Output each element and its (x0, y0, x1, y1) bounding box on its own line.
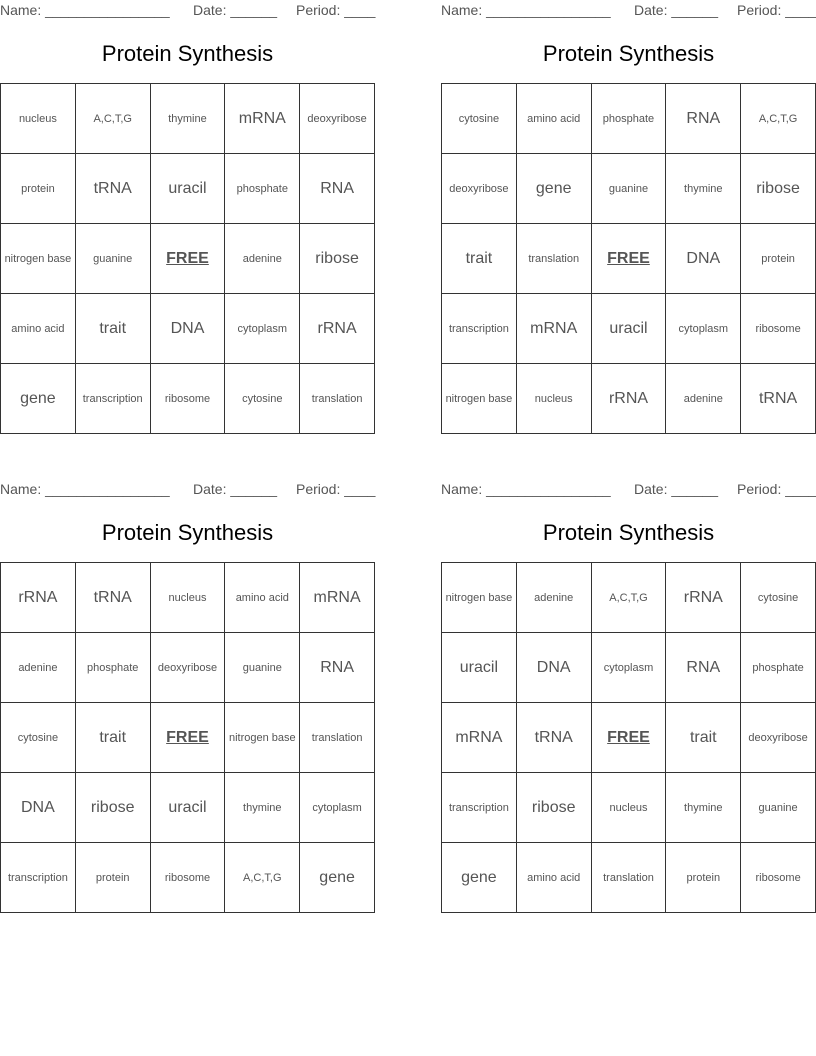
bingo-cell: tRNA (75, 563, 150, 633)
bingo-row (442, 633, 816, 703)
bingo-cell: cytoplasm (666, 294, 741, 364)
bingo-row (442, 154, 816, 224)
date-field: Date: ______ (634, 481, 719, 497)
bingo-row (442, 843, 816, 913)
bingo-cell: mRNA (442, 703, 517, 773)
period-field: Period: ____ (737, 481, 816, 497)
bingo-cell: trait (75, 294, 150, 364)
bingo-cell: mRNA (516, 294, 591, 364)
bingo-cell: A,C,T,G (225, 843, 300, 913)
bingo-cell: RNA (300, 154, 375, 224)
bingo-cell: gene (442, 843, 517, 913)
bingo-cell: adenine (666, 364, 741, 434)
card-title: Protein Synthesis (101, 41, 274, 66)
bingo-cell: tRNA (75, 154, 150, 224)
bingo-cell: cytosine (442, 84, 517, 154)
bingo-cell: deoxyribose (442, 154, 517, 224)
bingo-cell: nucleus (516, 364, 591, 434)
bingo-cell: cytoplasm (591, 633, 666, 703)
bingo-cell: trait (666, 703, 741, 773)
bingo-cell: translation (516, 224, 591, 294)
bingo-cell: ribosome (150, 364, 225, 434)
bingo-cell: A,C,T,G (75, 84, 150, 154)
bingo-cell: cytoplasm (225, 294, 300, 364)
bingo-cell: protein (666, 843, 741, 913)
bingo-row (1, 154, 375, 224)
period-field: Period: ____ (737, 2, 816, 18)
card-header (0, 481, 375, 499)
bingo-cell: thymine (666, 154, 741, 224)
bingo-cell: gene (1, 364, 76, 434)
bingo-cell: translation (300, 364, 375, 434)
bingo-cell: uracil (591, 294, 666, 364)
bingo-row (1, 773, 375, 843)
bingo-cell: nitrogen base (442, 364, 517, 434)
bingo-cell: RNA (666, 84, 741, 154)
bingo-cell: uracil (150, 154, 225, 224)
bingo-cell: cytosine (741, 563, 816, 633)
bingo-cell: deoxyribose (300, 84, 375, 154)
card-header (441, 481, 816, 499)
bingo-row (442, 84, 816, 154)
bingo-cell: ribose (75, 773, 150, 843)
bingo-cell: mRNA (225, 84, 300, 154)
bingo-cell: deoxyribose (741, 703, 816, 773)
bingo-cell: phosphate (591, 84, 666, 154)
bingo-cell: RNA (666, 633, 741, 703)
bingo-row (442, 703, 816, 773)
bingo-cell: guanine (591, 154, 666, 224)
free-space: FREE (150, 703, 225, 773)
bingo-grid (0, 83, 375, 434)
bingo-cell: rRNA (300, 294, 375, 364)
bingo-cell: adenine (225, 224, 300, 294)
bingo-row (1, 843, 375, 913)
bingo-cell: ribose (516, 773, 591, 843)
bingo-cell: guanine (75, 224, 150, 294)
bingo-cell: transcription (442, 294, 517, 364)
bingo-cell: phosphate (75, 633, 150, 703)
bingo-cell: DNA (150, 294, 225, 364)
bingo-cell: thymine (150, 84, 225, 154)
free-space: FREE (591, 703, 666, 773)
name-field: Name: ________________ (0, 481, 170, 497)
bingo-cell: rRNA (591, 364, 666, 434)
bingo-cell: RNA (300, 633, 375, 703)
bingo-cell: transcription (1, 843, 76, 913)
bingo-cell: amino acid (1, 294, 76, 364)
name-field: Name: ________________ (441, 481, 611, 497)
date-field: Date: ______ (634, 2, 719, 18)
bingo-cell: DNA (1, 773, 76, 843)
bingo-cell: tRNA (741, 364, 816, 434)
bingo-cell: nucleus (150, 563, 225, 633)
period-field: Period: ____ (296, 481, 376, 497)
card-header (0, 2, 375, 20)
bingo-row (1, 703, 375, 773)
bingo-cell: phosphate (225, 154, 300, 224)
bingo-cell: nucleus (591, 773, 666, 843)
bingo-cell: ribosome (741, 843, 816, 913)
bingo-row (1, 364, 375, 434)
bingo-row (442, 773, 816, 843)
bingo-cell: rRNA (666, 563, 741, 633)
name-field: Name: ________________ (441, 2, 611, 18)
bingo-cell: guanine (225, 633, 300, 703)
card-title: Protein Synthesis (542, 41, 715, 66)
date-field: Date: ______ (193, 481, 278, 497)
bingo-cell: adenine (1, 633, 76, 703)
bingo-cell: nitrogen base (1, 224, 76, 294)
bingo-cell: amino acid (225, 563, 300, 633)
bingo-cell: thymine (666, 773, 741, 843)
bingo-cell: protein (741, 224, 816, 294)
bingo-cell: ribosome (741, 294, 816, 364)
bingo-cell: gene (300, 843, 375, 913)
bingo-cell: guanine (741, 773, 816, 843)
bingo-row (442, 294, 816, 364)
free-space: FREE (591, 224, 666, 294)
bingo-cell: nitrogen base (442, 563, 517, 633)
name-field: Name: ________________ (0, 2, 170, 18)
card-header (441, 2, 816, 20)
bingo-cell: uracil (442, 633, 517, 703)
bingo-row (1, 224, 375, 294)
bingo-cell: ribosome (150, 843, 225, 913)
free-space: FREE (150, 224, 225, 294)
bingo-row (1, 84, 375, 154)
bingo-row (1, 633, 375, 703)
bingo-cell: ribose (741, 154, 816, 224)
bingo-row (1, 294, 375, 364)
bingo-cell: tRNA (516, 703, 591, 773)
bingo-grid (441, 562, 816, 913)
bingo-row (442, 224, 816, 294)
bingo-cell: A,C,T,G (591, 563, 666, 633)
bingo-cell: thymine (225, 773, 300, 843)
bingo-cell: trait (442, 224, 517, 294)
bingo-cell: cytoplasm (300, 773, 375, 843)
bingo-cell: ribose (300, 224, 375, 294)
bingo-cell: nitrogen base (225, 703, 300, 773)
bingo-cell: transcription (75, 364, 150, 434)
bingo-row (442, 364, 816, 434)
bingo-cell: DNA (516, 633, 591, 703)
bingo-cell: adenine (516, 563, 591, 633)
bingo-cell: mRNA (300, 563, 375, 633)
bingo-grid (0, 562, 375, 913)
card-title: Protein Synthesis (101, 520, 274, 545)
bingo-row (1, 563, 375, 633)
date-field: Date: ______ (193, 2, 278, 18)
bingo-cell: cytosine (1, 703, 76, 773)
bingo-cell: transcription (442, 773, 517, 843)
bingo-cell: deoxyribose (150, 633, 225, 703)
bingo-cell: nucleus (1, 84, 76, 154)
bingo-cell: amino acid (516, 84, 591, 154)
bingo-cell: phosphate (741, 633, 816, 703)
bingo-cell: rRNA (1, 563, 76, 633)
bingo-cell: uracil (150, 773, 225, 843)
bingo-cell: amino acid (516, 843, 591, 913)
bingo-grid (441, 83, 816, 434)
bingo-cell: A,C,T,G (741, 84, 816, 154)
bingo-cell: gene (516, 154, 591, 224)
bingo-cell: DNA (666, 224, 741, 294)
bingo-cell: protein (75, 843, 150, 913)
bingo-cell: cytosine (225, 364, 300, 434)
bingo-cell: protein (1, 154, 76, 224)
bingo-cell: translation (591, 843, 666, 913)
bingo-row (442, 563, 816, 633)
bingo-cell: trait (75, 703, 150, 773)
period-field: Period: ____ (296, 2, 376, 18)
card-title: Protein Synthesis (542, 520, 715, 545)
bingo-cell: translation (300, 703, 375, 773)
